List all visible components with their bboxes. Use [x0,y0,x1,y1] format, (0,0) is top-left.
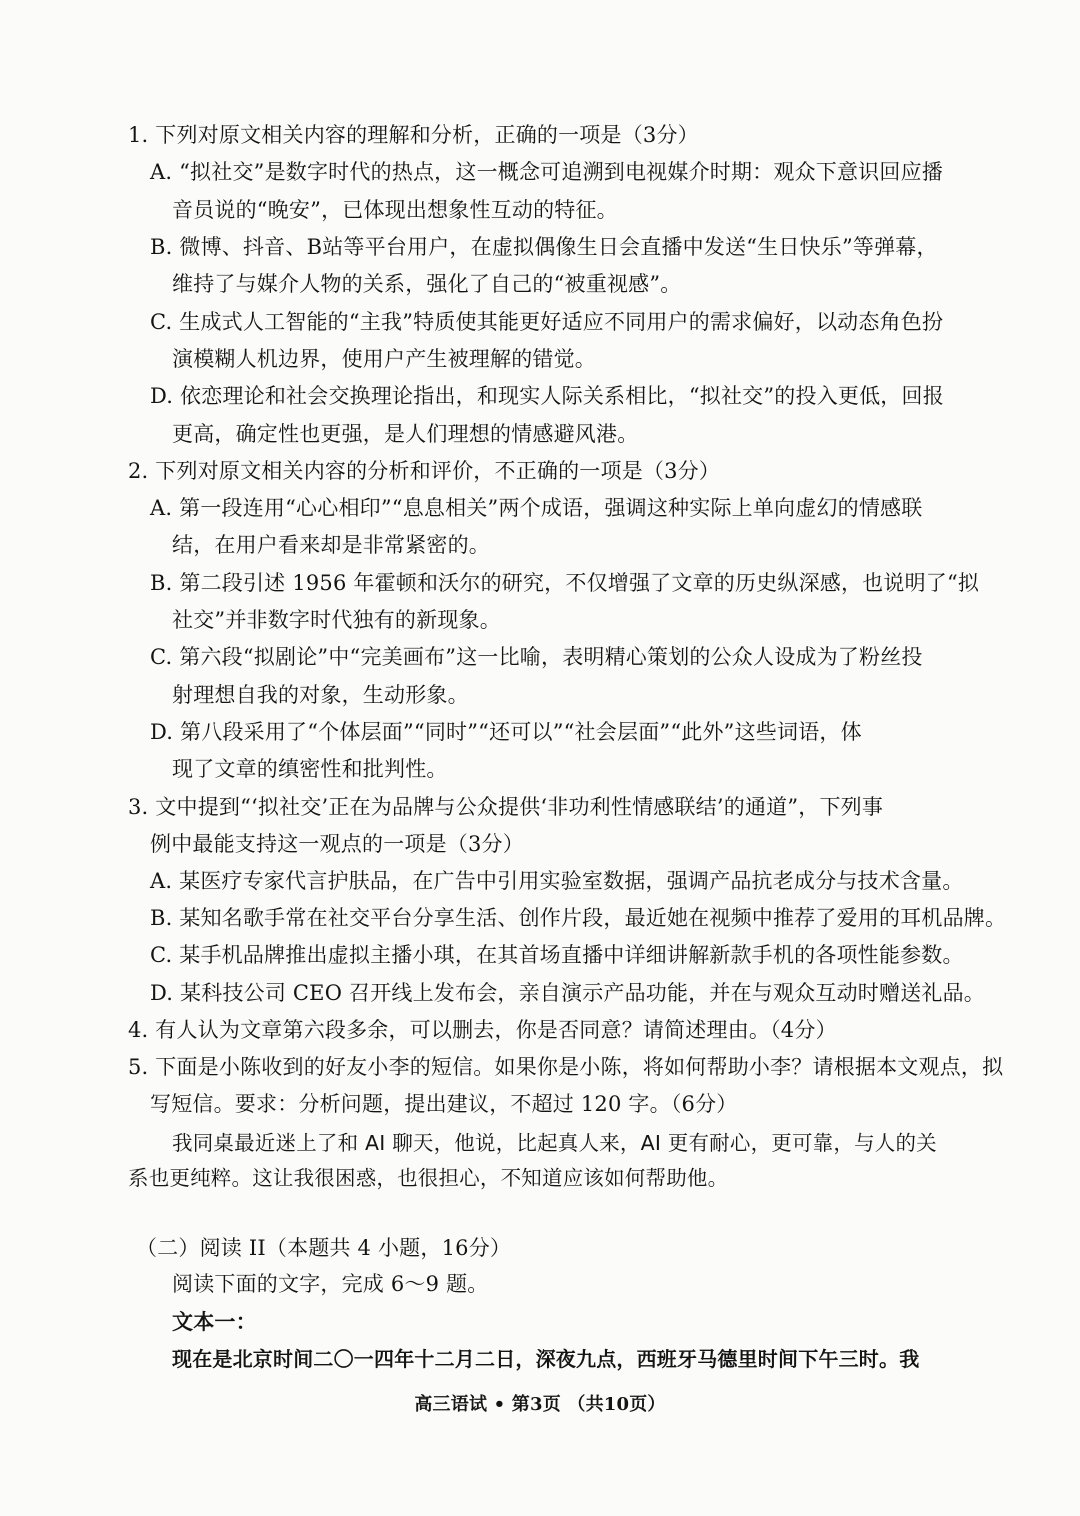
q2-option-d-line2: 现了文章的缜密性和批判性。 [172,757,448,781]
q3-stem-line1: 3. 文中提到“‘拟社交’正在为品牌与公众提供‘非功利性情感联结’的通道”，下列事 [128,795,884,819]
q2-option-d-line1: D. 第八段采用了“个体层面”“同时”“还可以”“社会层面”“此外”这些词语，体 [150,720,862,744]
q1-option-b-line2: 维持了与媒介人物的关系，强化了自己的“被重视感”。 [172,272,682,296]
q1-option-c-line1: C. 生成式人工智能的“主我”特质使其能更好适应不同用户的需求偏好，以动态角色扮 [150,310,944,334]
q4-stem: 4. 有人认为文章第六段多余，可以删去，你是否同意？请简述理由。（4分） [128,1018,837,1042]
q1-option-d-line2: 更高，确定性也更强，是人们理想的情感避风港。 [172,422,639,446]
q5-stem-line2: 写短信。要求：分析问题，提出建议，不超过 120 字。（6分） [150,1092,738,1116]
q5-message-line1: 我同桌最近迷上了和 AI 聊天，他说，比起真人来，AI 更有耐心，更可靠，与人的关 [172,1131,937,1155]
section-title: （二）阅读 II（本题共 4 小题，16分） [136,1236,512,1260]
q3-option-b: B. 某知名歌手常在社交平台分享生活、创作片段，最近她在视频中推荐了爱用的耳机品牌。 [150,906,1007,930]
section-instruction: 阅读下面的文字，完成 6～9 题。 [172,1272,489,1296]
q2-option-a-line2: 结，在用户看来却是非常紧密的。 [172,533,490,557]
q1-stem: 1. 下列对原文相关内容的理解和分析，正确的一项是（3分） [128,123,699,147]
text-one-label: 文本一： [172,1309,257,1334]
q2-stem: 2. 下列对原文相关内容的分析和评价，不正确的一项是（3分） [128,459,721,483]
q3-option-c: C. 某手机品牌推出虚拟主播小琪，在其首场直播中详细讲解新款手机的各项性能参数。 [150,943,964,967]
q2-option-b-line2: 社交”并非数字时代独有的新现象。 [172,608,501,632]
q2-option-c-line1: C. 第六段“拟剧论”中“完美画布”这一比喻，表明精心策划的公众人设成为了粉丝投 [150,645,923,669]
q1-option-d-line1: D. 依恋理论和社会交换理论指出，和现实人际关系相比，“拟社交”的投入更低，回报 [150,384,944,408]
q3-stem-line2: 例中最能支持这一观点的一项是（3分） [150,832,524,856]
q3-option-d: D. 某科技公司 CEO 召开线上发布会，亲自演示产品功能，并在与观众互动时赠送礼品。 [150,981,985,1005]
text-one-start: 现在是北京时间二〇一四年十二月二日，深夜九点，西班牙马德里时间下午三时。我 [172,1347,920,1371]
q2-option-b-line1: B. 第二段引述 1956 年霍顿和沃尔的研究，不仅增强了文章的历史纵深感，也说明了“拟 [150,571,980,595]
q5-stem-line1: 5. 下面是小陈收到的好友小李的短信。如果你是小陈，将如何帮助小李？请根据本文观点，拟 [128,1055,1004,1079]
q2-option-c-line2: 射理想自我的对象，生动形象。 [172,683,469,707]
q3-option-a: A. 某医疗专家代言护肤品，在广告中引用实验室数据，强调产品抗老成分与技术含量。 [150,869,964,893]
q1-option-b-line1: B. 微博、抖音、B站等平台用户，在虚拟偶像生日会直播中发送“生日快乐”等弹幕， [150,235,938,259]
q1-option-c-line2: 演模糊人机边界，使用户产生被理解的错觉。 [172,347,596,371]
q1-option-a-line2: 音员说的“晚安”，已体现出想象性互动的特征。 [172,198,618,222]
q1-option-a-line1: A. “拟社交”是数字时代的热点，这一概念可追溯到电视媒介时期：观众下意识回应播 [150,160,943,184]
q2-option-a-line1: A. 第一段连用“心心相印”“息息相关”两个成语，强调这种实际上单向虚幻的情感联 [150,496,923,520]
page-footer: 高三语试 • 第3页 （共10页） [414,1394,666,1415]
q5-message-line2: 系也更纯粹。这让我很困惑，也很担心，不知道应该如何帮助他。 [128,1166,729,1190]
